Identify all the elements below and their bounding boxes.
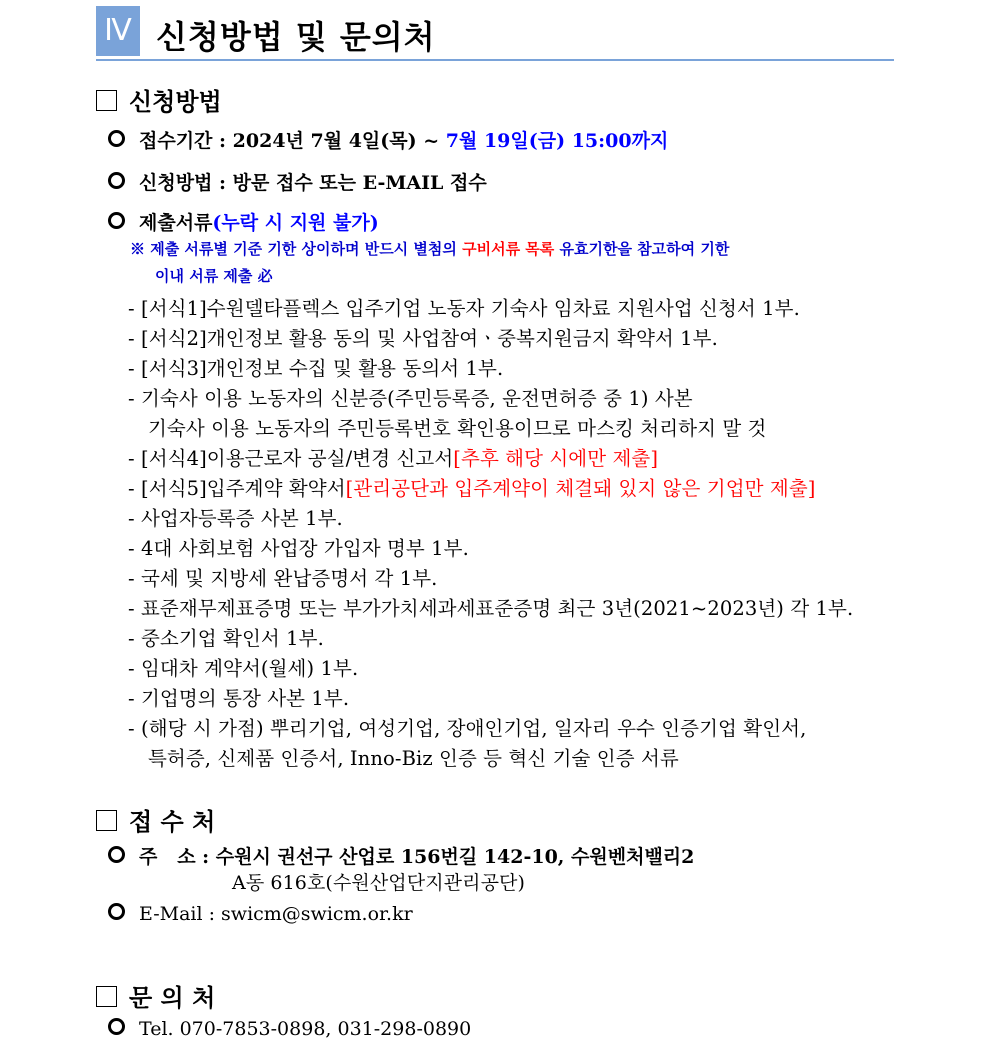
circle-bullet-icon	[108, 130, 125, 147]
list-item: - 표준재무제표증명 또는 부가가치세과세표준증명 최근 3년(2021~2023년) 각 1부.	[128, 597, 854, 620]
circle-bullet-icon	[108, 172, 125, 189]
checkbox-square-icon	[96, 986, 117, 1007]
documents-notice: ※ 제출 서류별 기준 기한 상이하며 반드시 별첨의 구비서류 목록 유효기한을 참고하여 기한	[130, 240, 730, 258]
title-underline	[96, 59, 894, 61]
circle-bullet-icon	[108, 903, 125, 920]
list-item: - [서식1]수원델타플렉스 입주기업 노동자 기숙사 임차료 지원사업 신청서 1부.	[128, 297, 800, 320]
section-heading-apply: 신청방법	[96, 82, 222, 117]
list-item: - [서식4]이용근로자 공실/변경 신고서[추후 해당 시에만 제출]	[128, 447, 659, 470]
circle-bullet-icon	[108, 212, 125, 229]
circle-bullet-icon	[108, 1018, 125, 1035]
reception-email: E-Mail : swicm@swicm.or.kr	[108, 903, 413, 925]
section-number-badge: Ⅳ	[96, 6, 140, 56]
reception-address: 주 소 : 수원시 권선구 산업로 156번길 142-10, 수원벤처밸리2	[108, 842, 694, 869]
section-heading-reception: 접 수 처	[96, 802, 215, 837]
circle-bullet-icon	[108, 846, 125, 863]
checkbox-square-icon	[96, 90, 117, 111]
list-item: 기숙사 이용 노동자의 주민등록번호 확인용이므로 마스킹 처리하지 말 것	[148, 417, 767, 440]
list-item: - 4대 사회보험 사업장 가입자 명부 1부.	[128, 537, 469, 560]
list-item: - (해당 시 가점) 뿌리기업, 여성기업, 장애인기업, 일자리 우수 인증기업 확인서,	[128, 717, 807, 740]
list-item: - 임대차 계약서(월세) 1부.	[128, 657, 359, 680]
list-item: - 기숙사 이용 노동자의 신분증(주민등록증, 운전면허증 중 1) 사본	[128, 387, 693, 410]
checkbox-square-icon	[96, 810, 117, 831]
list-item: - [서식5]입주계약 확약서[관리공단과 입주계약이 체결돼 있지 않은 기업만 제출]	[128, 477, 816, 500]
apply-documents: 제출서류(누락 시 지원 불가)	[108, 208, 379, 235]
section-heading-inquiry: 문 의 처	[96, 978, 215, 1013]
reception-address-line2: A동 616호(수원산업단지관리공단)	[232, 872, 525, 894]
list-item: - 국세 및 지방세 완납증명서 각 1부.	[128, 567, 438, 590]
list-item: - [서식2]개인정보 활용 동의 및 사업참여ㆍ중복지원금지 확약서 1부.	[128, 327, 718, 350]
list-item: - 사업자등록증 사본 1부.	[128, 507, 343, 530]
apply-method: 신청방법 : 방문 접수 또는 E-MAIL 접수	[108, 168, 487, 195]
list-item: 특허증, 신제품 인증서, Inno-Biz 인증 등 혁신 기술 인증 서류	[148, 747, 679, 770]
documents-notice-line2: 이내 서류 제출 必	[155, 267, 273, 285]
list-item: - 기업명의 통장 사본 1부.	[128, 687, 350, 710]
list-item: - [서식3]개인정보 수집 및 활용 동의서 1부.	[128, 357, 504, 380]
apply-period: 접수기간 : 2024년 7월 4일(목) ~ 7월 19일(금) 15:00까지	[108, 126, 668, 153]
list-item: - 중소기업 확인서 1부.	[128, 627, 324, 650]
page-title: 신청방법 및 문의처	[156, 18, 436, 56]
inquiry-phone: Tel. 070-7853-0898, 031-298-0890	[108, 1018, 471, 1040]
